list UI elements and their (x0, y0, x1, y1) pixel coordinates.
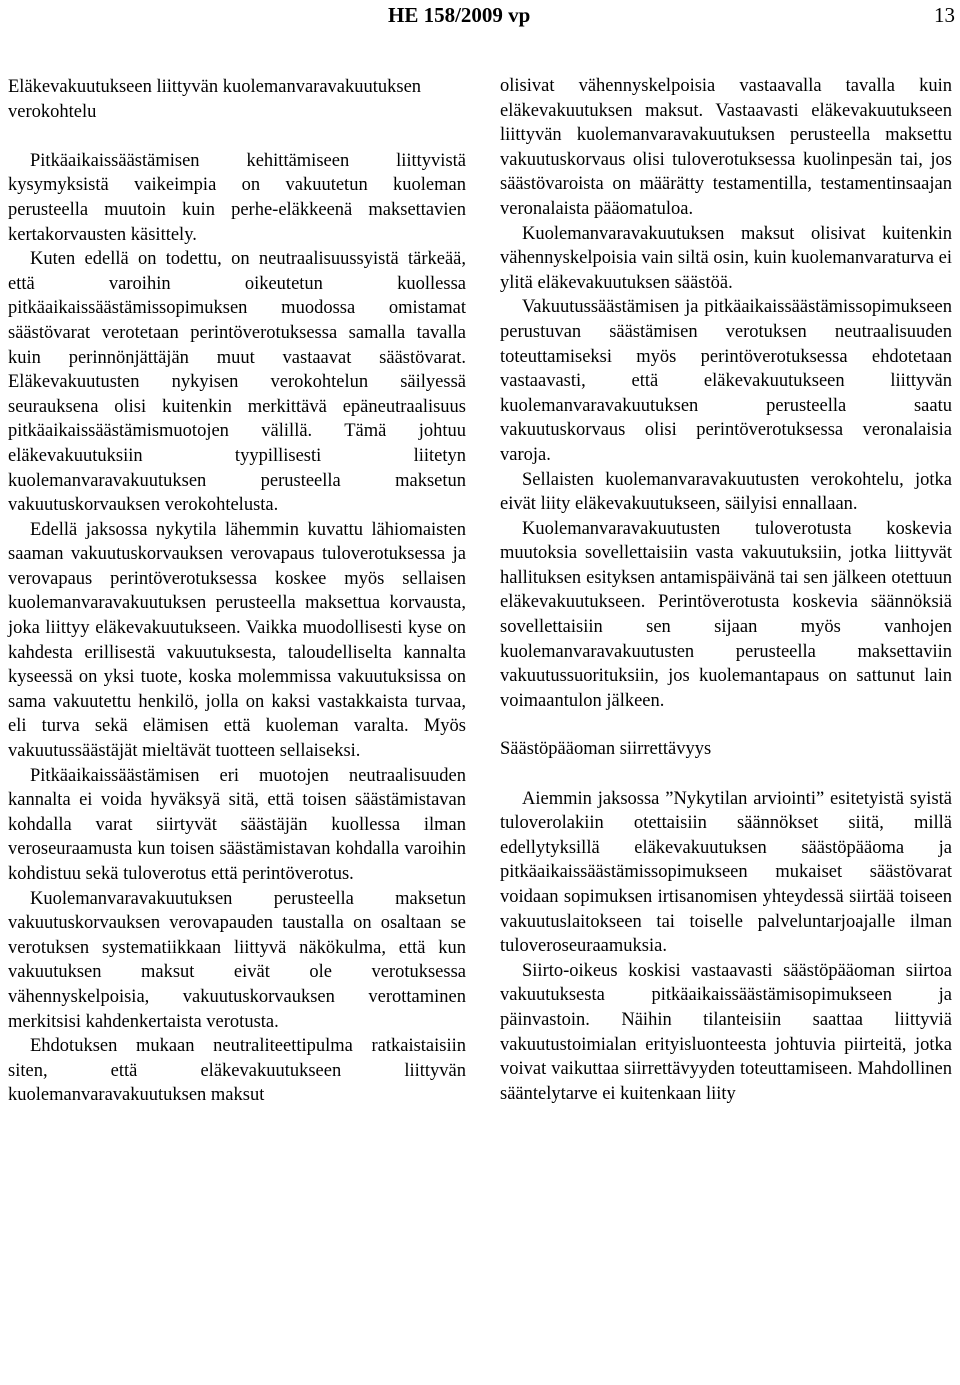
right-column (500, 74, 952, 1106)
paragraph: Ehdotuksen mukaan neutraliteettipulma ratkaistaisiin siten, että eläkevakuutukseen liittyvän kuolemanvaravakuutuksen maksut (8, 1036, 466, 1106)
page-number: 13 (934, 3, 955, 27)
paragraph: Kuolemanvaravakuutuksen perusteella maksetun vakuutuskorvauksen verovapauden taustalla on osaltaan se verotuksen systematiikkaan liittyvä näkökulma, että kun vakuutuksen maksut eivät ole verotuksessa vähennyskelpoisia, vakuutuskorvauksen verottaminen merkitsisi kahdenkertaista verotusta. (8, 888, 466, 1032)
paragraph: Kuten edellä on todettu, on neutraalisuussyistä tärkeää, että varoihin oikeutetun kuollessa pitkäaikaissäästämissopimuksen muodossa omistamat säästövarat verotetaan perintöverotuksessa samalla tavalla kuin perinnönjättäjän muut vastaavat säästövarat. Eläkevakuutusten nykyisen verokohtelun säilyessä seurauksena olisi kuitenkin merkittävä epäneutraalisuus pitkäaikaissäästämismuotojen välillä. Tämä johtuu eläkevakuutuksiin tyypillisesti liitetyn kuolemanvaravakuutuksen perusteella maksetun vakuutuskorvauksen verokohtelusta. (8, 249, 466, 516)
paragraph: Kuolemanvaravakuutusten tuloverotusta koskevia muutoksia sovellettaisiin vasta vakuutuksiin, jotka liittyvät hallituksen esityksen antamispäivänä tai sen jälkeen otettuun eläkevakuutukseen. Perintöverotusta koskevia säännöksiä sovellettaisiin sen sijaan myös vanhojen kuolemanvaravakuutusten perusteella maksettaviin vakuutussuorituksiin, jos kuolemantapaus on sattunut lain voimaantulon jälkeen. (500, 518, 952, 711)
paragraph: Kuolemanvaravakuutuksen maksut olisivat kuitenkin vähennyskelpoisia vain siltä osin, kuin kuolemanvaraturva ei ylitä eläkevakuutuksen säästöä. (500, 223, 952, 293)
section-heading-death-insurance: Eläkevakuutukseen liittyvän kuolemanvaravakuutuksen verokohtelu (8, 77, 422, 122)
paragraph: Sellaisten kuolemanvaravakuutusten verokohtelu, jotka eivät liity eläkevakuutukseen, säilyisi ennallaan. (500, 469, 952, 515)
paragraph: Vakuutussäästämisen ja pitkäaikaissäästämissopimukseen perustuvan säästämisen verotuksen neutraalisuuden toteuttamiseksi myös perintöverotuksessa ehdotetaan vastaavasti, että eläkevakuutukseen liittyvän kuolemanvaravakuutuksen perusteella saatu vakuutuskorvaus olisi perintöverotuksessa veronalaisia varoja. (500, 297, 952, 465)
document-id: HE 158/2009 vp (388, 3, 531, 27)
section-heading-capital-transferability: Säästöpääoman siirrettävyys (500, 739, 712, 760)
paragraph: Siirto-oikeus koskisi vastaavasti säästöpääoman siirtoa vakuutuksesta pitkäaikaissäästämisopimukseen ja päinvastoin. Näihin tilanteisiin saattaa liittyviä vakuutustoimialan erityisluonteesta johtuvia piirteitä, jotka voivat vaikuttaa siirrettävyyden toteuttamiseen. Mahdollinen sääntelytarve ei kuitenkaan liity (500, 960, 952, 1104)
paragraph-continued: olisivat vähennyskelpoisia vastaavalla tavalla kuin eläkevakuutuksen maksut. Vastaavasti eläkevakuutukseen liittyvän kuolemanvaravakuutuksen perusteella maksettu vakuutuskorvaus olisi tuloverotuksessa kuolinpesän tai, jos säästövaroista on määrätty testamentilla, testamentinsaajan veronalaista pääomatuloa. (500, 76, 952, 219)
paragraph: Edellä jaksossa nykytila lähemmin kuvattu lähiomaisten saaman vakuutuskorvauksen verovapaus tuloverotuksessa ja verovapaus perintöverotuksessa koskee myös sellaisen kuolemanvaravakuutuksen perusteella maksettua korvausta, joka liittyy eläkevakuutukseen. Vaikka muodollisesti kyse on kahdesta erillisestä vakuutuksesta, taloudelliselta kannalta kyseessä on yksi tuote, koska molemmissa vakuutuksissa on sama vakuutettu henkilö, jolla on kaksi vastakkaista turvaa, eli turva sekä elämisen että kuoleman varalta. Myös vakuutussäästäjät mieltävät tuotteen sellaiseksi. (8, 519, 466, 762)
left-column (8, 75, 466, 1108)
paragraph: Pitkäaikaissäästämisen kehittämiseen liittyvistä kysymyksistä vaikeimpia on vakuutetun kuoleman perusteella muutoin kuin perhe-eläkkeenä maksettavien kertakorvausten käsittely. (8, 150, 466, 245)
paragraph: Aiemmin jaksossa ”Nykytilan arviointi” esitetyistä syistä tuloverolakiin otettaisiin säännökset siitä, millä edellytyksillä eläkevakuutuksen säästöpääoma ja pitkäaikaissäästämissopimukseen mukaiset säästövarat voidaan sopimuksen irtisanomisen yhteydessä siirtää toiseen vakuutuslaitokseen tai toiselle palveluntarjoajalle ilman tuloveroseuraamuksia. (500, 788, 952, 957)
paragraph: Pitkäaikaissäästämisen eri muotojen neutraalisuuden kannalta ei voida hyväksyä sitä, että toisen säästämistavan kohdalla varat siirtyvät säästäjän kuollessa ilman veroseuraamusta kun toisen säästämistavan kohdalla varoihin kohdistuu sekä tuloverotus että perintöverotus. (8, 765, 466, 884)
page-header (0, 2, 960, 28)
